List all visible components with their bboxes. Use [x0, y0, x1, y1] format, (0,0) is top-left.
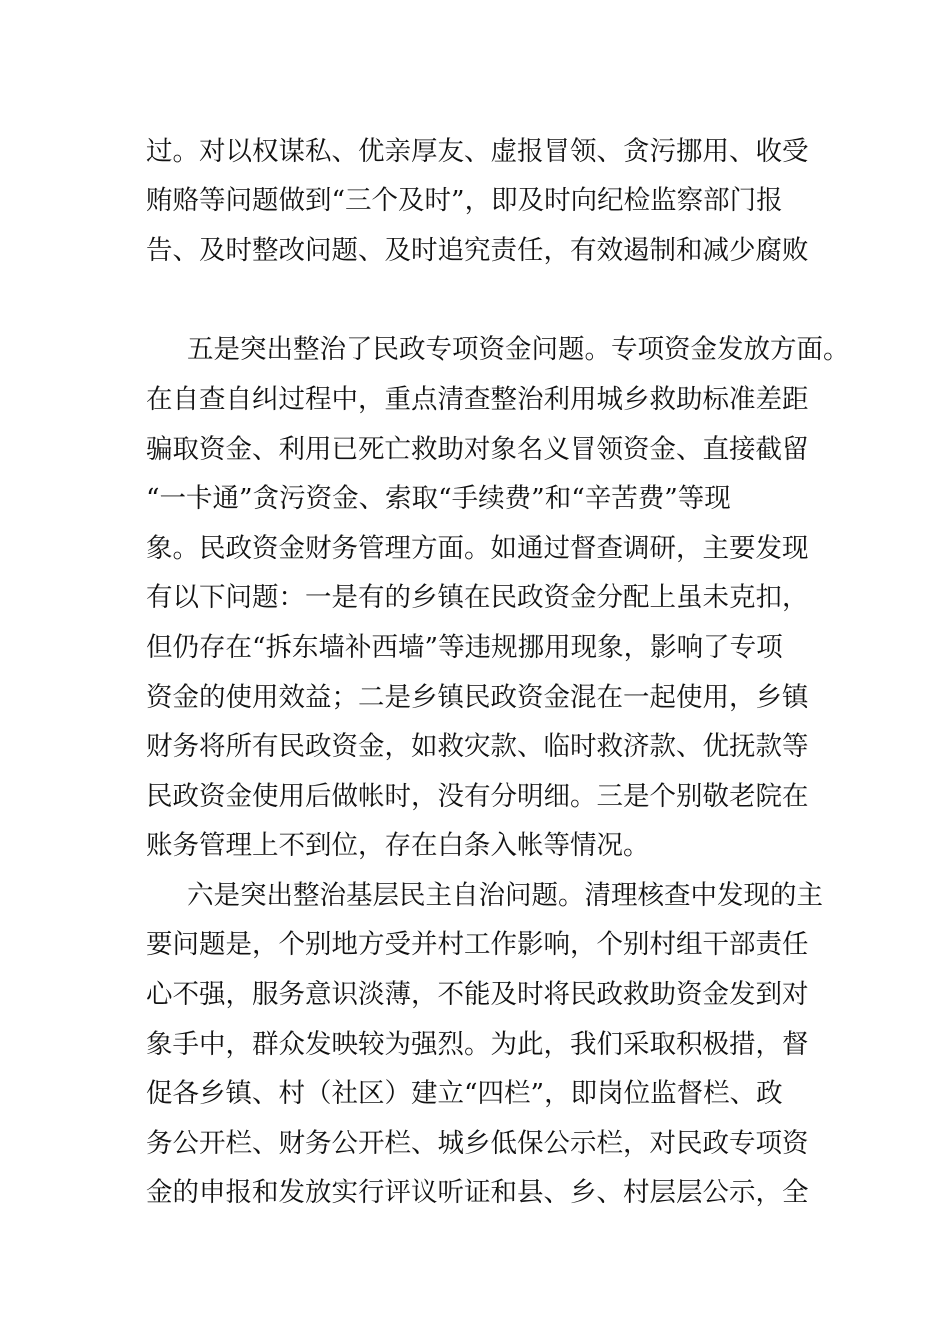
paragraph-2-line-2: 在自查自纠过程中，重点清查整治利用城乡救助标准差距	[146, 384, 809, 415]
paragraph-3-line-1: 六是突出整治基层民主自治问题。清理核查中发现的主	[187, 880, 823, 911]
paragraph-2-line-9: 财务将所有民政资金，如救灾款、临时救济款、优抚款等	[146, 731, 809, 762]
paragraph-2-line-8: 资金的使用效益；二是乡镇民政资金混在一起使用，乡镇	[146, 682, 809, 713]
paragraph-1-line-2: 贿赂等问题做到“三个及时”，即及时向纪检监察部门报	[146, 185, 783, 216]
paragraph-3-line-3: 心不强，服务意识淡薄，不能及时将民政救助资金发到对	[146, 979, 809, 1010]
paragraph-3-line-4: 象手中，群众发映较为强烈。为此，我们采取积极措，督	[146, 1029, 809, 1060]
paragraph-1-line-1: 过。对以权谋私、优亲厚友、虚报冒领、贪污挪用、收受	[146, 136, 809, 167]
paragraph-2-line-1: 五是突出整治了民政专项资金问题。专项资金发放方面。	[187, 334, 850, 365]
paragraph-3-line-2: 要问题是，个别地方受并村工作影响，个别村组干部责任	[146, 929, 809, 960]
paragraph-2-line-3: 骗取资金、利用已死亡救助对象名义冒领资金、直接截留	[146, 434, 809, 465]
paragraph-2-line-4: “一卡通”贪污资金、索取“手续费”和“辛苦费”等现	[146, 483, 731, 514]
paragraph-3-line-7: 金的申报和发放实行评议听证和县、乡、村层层公示，全	[146, 1177, 809, 1208]
paragraph-2-line-7: 但仍存在“拆东墙补西墙”等违规挪用现象，影响了专项	[146, 632, 783, 663]
paragraph-2-line-5: 象。民政资金财务管理方面。如通过督查调研，主要发现	[146, 533, 809, 564]
paragraph-2-line-6: 有以下问题：一是有的乡镇在民政资金分配上虽未克扣，	[146, 582, 809, 613]
paragraph-2-line-10: 民政资金使用后做帐时，没有分明细。三是个别敬老院在	[146, 781, 809, 812]
paragraph-3-line-6: 务公开栏、财务公开栏、城乡低保公示栏，对民政专项资	[146, 1128, 809, 1159]
paragraph-1-line-3: 告、及时整改问题、及时追究责任，有效遏制和减少腐败	[146, 235, 809, 266]
paragraph-2-line-11: 账务管理上不到位，存在白条入帐等情况。	[146, 830, 650, 861]
paragraph-3-line-5: 促各乡镇、村（社区）建立“四栏”，即岗位监督栏、政	[146, 1078, 783, 1109]
